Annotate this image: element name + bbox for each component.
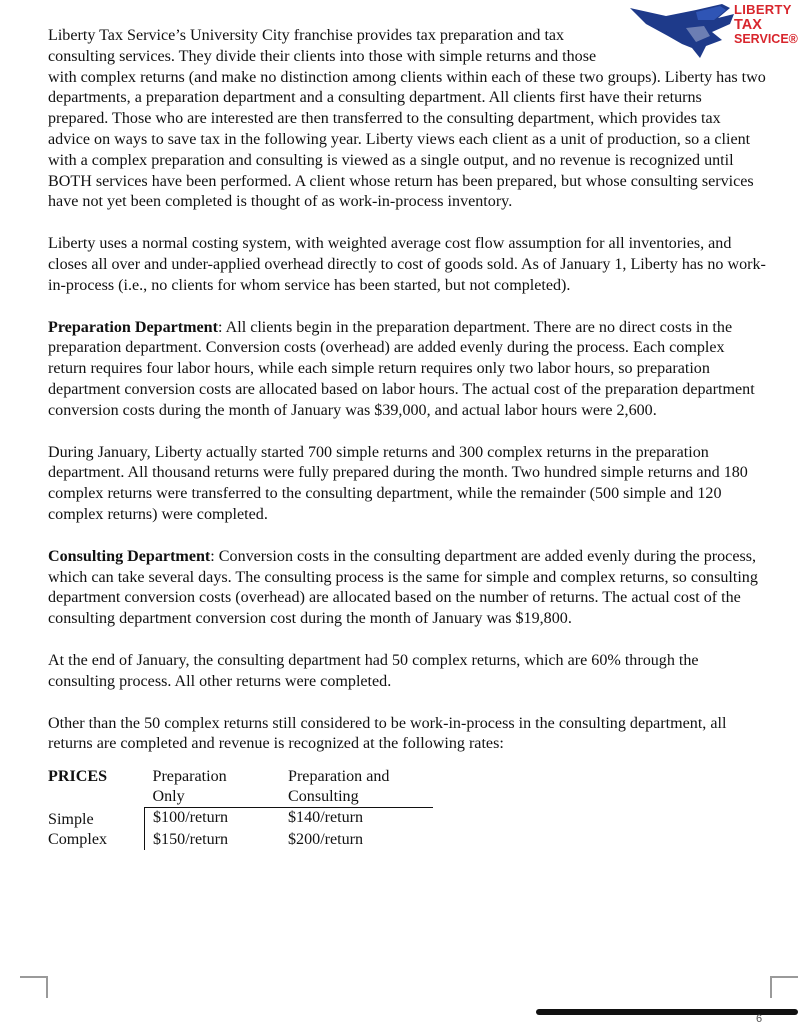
row-label-complex: Complex — [48, 830, 108, 848]
table-row — [48, 830, 433, 850]
prep-only-header — [145, 767, 289, 808]
prices-header-row — [48, 767, 433, 808]
prices-table — [48, 767, 433, 850]
intro-text: Liberty Tax Service’s University City franchise provides tax preparation and tax consulting services. They divide their clients into those with simple returns and those with complex returns (and make no distinction among clients within each of these two groups). Liberty has two departments, a preparation department and a consulting department. All clients first have their returns prepared. Those who are interested are then transferred to the consulting department, which provides tax advice on ways to save tax in the following year. Liberty views each client as a unit of production, so a client with a complex preparation and consulting is viewed as a single output, and no revenue is recognized until BOTH services have been performed. A client whose return has been prepared, but whose consulting services have not yet been completed is thought of as work-in-process inventory. — [48, 27, 766, 211]
complex-prep-only-price: $150/return — [145, 830, 289, 850]
complex-prep-consult-price: $200/return — [288, 830, 364, 848]
document-page — [48, 24, 766, 850]
end-of-january-paragraph: At the end of January, the consulting department had 50 complex returns, which are 60% through the consulting process. All other returns were completed. — [48, 651, 699, 690]
january-activity-paragraph: During January, Liberty actually started 700 simple returns and 300 complex returns in the preparation department. All thousand returns were fully prepared during the month. Two hundred simple returns and 180 complex returns were transferred to the consulting department, while the remainder (500 simple and 120 complex returns) were completed. — [48, 443, 748, 523]
logo-line-3: SERVICE® — [734, 32, 798, 46]
crop-mark-left — [20, 976, 48, 998]
logo-line-1: LIBERTY — [734, 2, 792, 17]
prep-consult-header-line2: Consulting — [288, 788, 359, 806]
prices-header: PRICES — [48, 768, 108, 786]
prep-only-header-line1: Preparation — [152, 768, 227, 786]
crop-mark-right — [770, 976, 798, 998]
logo-wrap-spacer — [616, 26, 766, 62]
prep-consult-header — [288, 767, 433, 808]
consulting-department-heading: Consulting Department — [48, 547, 211, 565]
simple-prep-consult-price: $140/return — [288, 808, 433, 830]
costing-system-paragraph: Liberty uses a normal costing system, with weighted average cost flow assumption for all inventories, and closes all over and under-applied overhead directly to cost of goods sold. As of January 1, Liberty has no work-in-process (i.e., no clients for whom service has been started, but not completed). — [48, 235, 766, 294]
preparation-department-paragraph — [48, 318, 766, 422]
intro-paragraph — [48, 24, 766, 213]
table-row — [48, 808, 433, 830]
consulting-department-text: : Conversion costs in the consulting department are added evenly during the process, which can take several days. The consulting process is the same for simple and complex returns, so consulting department conversion costs (overhead) are allocated based on the number of returns. The actual cost of the consulting department conversion cost during the month of January was $19,800. — [48, 547, 758, 628]
consulting-department-paragraph — [48, 547, 766, 630]
row-label-simple: Simple — [48, 810, 94, 828]
page-number: 6 — [756, 1013, 763, 1025]
preparation-department-text: : All clients begin in the preparation department. There are no direct costs in the preparation department. Conversion costs (overhead) are added evenly during the process. Each complex return requires four labor hours, while each simple return requires only two labor hours, so preparation department conversion costs are allocated based on labor hours. The actual cost of the preparation department conversion costs during the month of January was $39,000, and actual labor hours were 2,600. — [48, 318, 755, 419]
simple-prep-only-price: $100/return — [145, 808, 289, 830]
preparation-department-heading: Preparation Department — [48, 318, 218, 336]
revenue-rates-paragraph: Other than the 50 complex returns still considered to be work-in-process in the consulting department, all returns are completed and revenue is recognized at the following rates: — [48, 714, 727, 753]
prep-consult-header-line1: Preparation and — [288, 768, 390, 786]
prep-only-header-line2: Only — [152, 788, 185, 806]
logo-line-2: TAX — [734, 16, 762, 33]
